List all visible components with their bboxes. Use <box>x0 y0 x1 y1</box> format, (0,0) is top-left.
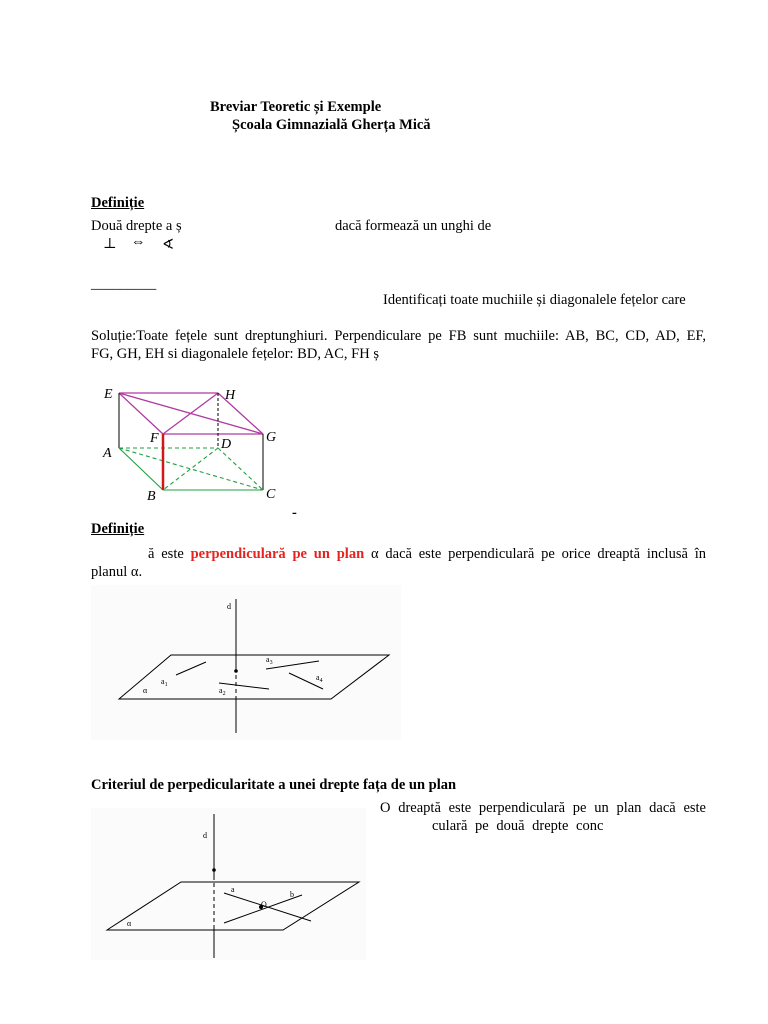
equivalence-symbol: ⇔ <box>131 234 146 250</box>
vertex-label-c: C <box>266 487 276 502</box>
perpendicular-highlight: perpendiculară pe un plan <box>190 546 365 562</box>
plane-figure-2 <box>91 808 366 960</box>
bottom-face <box>119 448 263 490</box>
svg-text:a3: $a_3$ <box>266 655 273 666</box>
label-d: d <box>227 602 231 611</box>
label-alpha-1: α <box>143 686 148 695</box>
vertical-edges <box>119 393 263 490</box>
rectangular-prism-figure <box>95 380 295 505</box>
stray-mark: - <box>292 505 297 521</box>
definition-1-left: Două drepte a ș <box>91 218 182 234</box>
perpendicular-symbol: ⊥ <box>103 236 117 252</box>
exercise-prompt: Identificați toate muchiile și diagonalele fețelor care <box>383 292 686 308</box>
label-a3: a <box>266 655 270 664</box>
label-o-2: O <box>261 900 267 909</box>
vertex-label-g: G <box>266 430 277 445</box>
svg-text:a4: $a_4$ <box>316 673 323 684</box>
label-d-2: d <box>203 831 207 840</box>
solution-line-2: FG, GH, EH si diagonalele fețelor: BD, AC, FH ș <box>91 346 379 362</box>
label-a-2: a <box>231 885 235 894</box>
criterion-heading: Criteriul de perpedicularitate a unei drepte fața de un plan <box>91 777 457 793</box>
plane-figure-1 <box>91 585 401 740</box>
label-a2: a <box>219 686 223 695</box>
vertex-label-e: E <box>104 387 113 402</box>
definition-2-line-2: planul α. <box>91 564 143 580</box>
angle-symbol: ∢ <box>162 237 175 253</box>
vertex-label-d: D <box>221 437 232 452</box>
vertex-label-a: A <box>103 446 112 461</box>
criterion-line-1: O dreaptă este perpendiculară pe un plan dacă este <box>380 800 706 816</box>
definition-2-line-1: ă este perpendiculară pe un plan α dacă este perpendiculară pe orice dreaptă inclusă în <box>148 546 706 562</box>
vertex-label-h: H <box>225 388 236 403</box>
definition-heading-2: Definiție <box>91 521 145 537</box>
vertex-label-b: B <box>147 489 156 504</box>
definition-heading-1: Definiție <box>91 195 145 211</box>
label-b-2: b <box>290 890 294 899</box>
vertex-label-f: F <box>150 431 159 446</box>
top-face <box>119 393 263 434</box>
exercise-heading: _________ <box>91 276 157 292</box>
label-a1: a <box>161 677 165 686</box>
svg-text:a2: $a_2$ <box>219 686 226 697</box>
criterion-line-2: culară pe două drepte conc <box>432 818 604 834</box>
document-title: Breviar Teoretic și Exemple <box>210 99 382 115</box>
solution-line-1: Soluție:Toate fețele sunt dreptunghiuri. Perpendiculare pe FB sunt muchiile: AB, BC, CD, AD, EF, <box>91 328 706 344</box>
school-name: Școala Gimnazială Gherța Mică <box>232 117 431 133</box>
label-alpha-2: α <box>127 919 132 928</box>
label-a4: a <box>316 673 320 682</box>
svg-text:a1: $a_1$ <box>161 677 168 688</box>
definition-1-right: dacă formează un unghi de <box>335 218 492 234</box>
